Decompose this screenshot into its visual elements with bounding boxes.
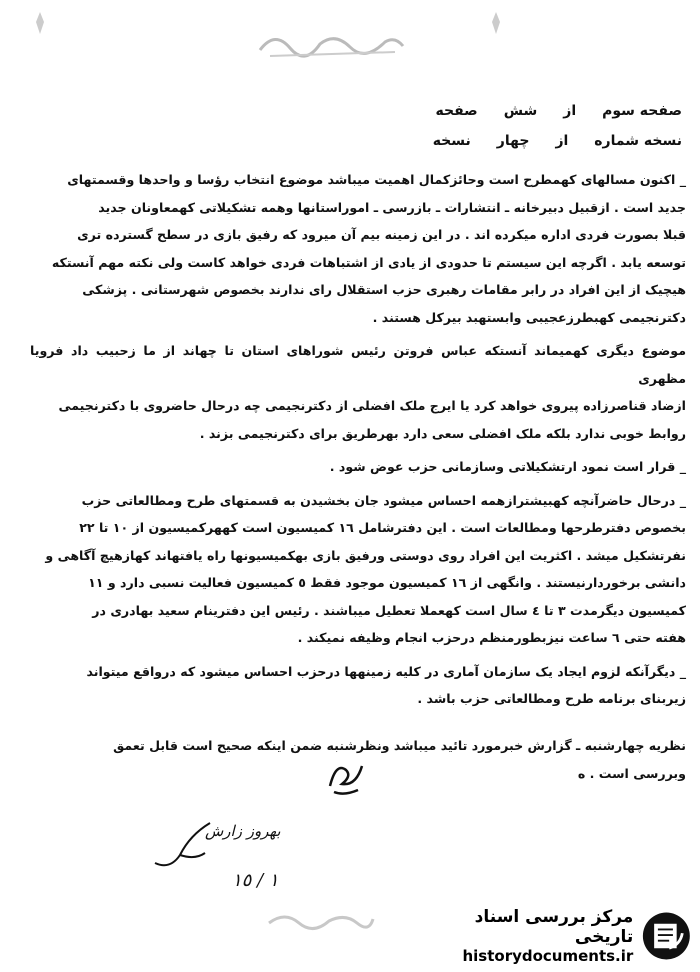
- text-line: ازضاد قناصرزاده پیروی خواهد کرد یا ایرج ملک افضلی از دکترنجیمی چه درحال حاضروی با دکترنجیمی: [58, 398, 686, 413]
- logo-title: مرکز بررسی اسناد تاریخی: [474, 907, 634, 947]
- text-line: قبلا بصورت فردی اداره میکرده اند . در این زمینه بیم آن میرود که رفیق بازی در سطح گسترده تری: [77, 227, 686, 242]
- text-line: هیچیک از این افراد در رابر مقامات رهبری حزب استقلال رای ندارند بخصوص شهرستانی . پزشکی: [82, 282, 686, 297]
- paragraph-3: [30, 453, 686, 481]
- copy-of: از: [555, 133, 569, 149]
- text-line: _ دیگرآنکه لزوم ایجاد یک سازمان آماری در کلیه زمینهها درحزب احساس میشود که درواقع میتواند: [86, 663, 686, 679]
- faint-stamp: [255, 22, 405, 62]
- paragraph-1: [30, 166, 686, 331]
- page-total: شش: [503, 103, 538, 119]
- text-line: بخصوص دفترطرحها ومطالعات است . این دفترشامل ١٦ کمیسیون است کههرکمیسیون از ١٠ تا ٢٢: [79, 520, 686, 535]
- report-body: [30, 166, 686, 719]
- text-line: موضوع دیگری کهمیماند آنستکه عباس فروتن رئیس شوراهای استان تا چهاند از ما زحبیب داد فرویا مظهری: [30, 343, 686, 386]
- text-line: زیربنای برنامه طرح ومطالعاتی حزب باشد .: [417, 691, 686, 706]
- page-word: صفحه: [435, 103, 478, 119]
- note-line-1: نظریه چهارشنبه ـ گزارش خبرمورد تائید میباشد ونظرشنبه ضمن اینکه صحیح است قابل تعمق: [113, 738, 686, 753]
- text-line: _ درحال حاضرآنچه کهبیشترازهمه احساس میشود جان بخشیدن به قسمتهای طرح ومطالعاتی حزب: [81, 492, 686, 508]
- note-line-2: وبررسی است . ه: [577, 766, 686, 781]
- page-label: صفحه سوم: [602, 103, 682, 119]
- paragraph-5: [30, 658, 686, 713]
- copy-label: نسخه شماره: [594, 133, 682, 149]
- punch-mark-left: [30, 10, 50, 36]
- text-line: نفرتشکیل میشد . اکثریت این افراد روی دوستی ورفیق بازی بهکمیسیونها راه یافتهاند کهازهیچ آگاهی و: [45, 547, 686, 563]
- page-number-row: [302, 96, 682, 126]
- faint-bottom-stamp: [265, 905, 375, 933]
- text-line: جدید است . ازقبیل دبیرخانه ـ انتشارات ـ بازرسی ـ اموراستانها وهمه تشکیلاتی کهمعاونان جدید: [98, 199, 686, 215]
- text-line: توسعه یابد . اگرچه این سیستم تا حدودی از یادی از اشتباهات فردی خواهد کاست ولی نکته مهم آنستکه: [51, 254, 686, 270]
- text-line: روابط خوبی ندارد بلکه ملک افضلی سعی دارد بهرطریق برای دکترنجیمی بزند .: [199, 425, 686, 441]
- page-header: [302, 96, 682, 156]
- logo-text: [424, 907, 633, 965]
- handwritten-date: ١ / ١٥: [232, 870, 279, 891]
- text-line: هفته حتی ٦ ساعت نیزبطورمنظم درحزب انجام وظیفه نمیکند .: [297, 630, 686, 645]
- text-line: _ اکنون مسالهای کهمطرح است وحائزکمال اهمیت میباشد موضوع انتخاب رؤسا و واحدها وقسمتهای: [67, 172, 686, 187]
- text-line: کمیسیون دیگرمدت ٣ تا ٤ سال است کهعملا تعطیل میباشند . رئیس این دفترینام سعید بهادری در: [92, 602, 686, 618]
- page-of: از: [563, 103, 577, 119]
- text-line: _ قرار است نمود ارتشکیلاتی وسازمانی حزب عوض شود .: [329, 459, 686, 474]
- paragraph-2: [30, 337, 686, 447]
- text-line: دانشی برخوردارنیستند . وانگهی از ١٦ کمیسیون موجود فقط ٥ کمیسیون فعالیت نسبی دارد و ١١: [88, 575, 686, 590]
- copy-number-row: [302, 126, 682, 156]
- handwritten-signature: [322, 756, 368, 798]
- logo-url: historydocuments.ir: [462, 947, 634, 965]
- copy-total: چهار: [496, 133, 530, 149]
- text-line: دکترنجیمی کهبطرزعجیبی وابستهبد بیرکل هستند .: [372, 309, 686, 325]
- punch-mark-right: [486, 10, 506, 36]
- paragraph-4: [30, 487, 686, 652]
- handwritten-name: بهروز زارش: [205, 822, 281, 840]
- copy-word: نسخه: [432, 133, 471, 149]
- archive-logo-icon: [641, 909, 692, 963]
- archive-logo: [424, 906, 692, 966]
